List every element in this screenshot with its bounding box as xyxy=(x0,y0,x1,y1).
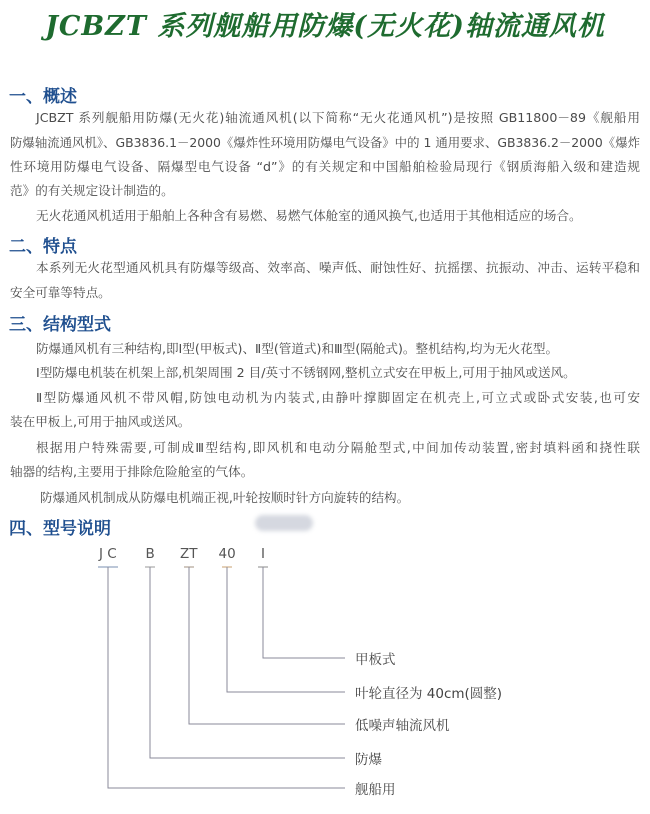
paragraph-line: 范》的有关规定设计制造的。 xyxy=(10,183,174,198)
paragraph-line: 防爆轴流通风机》、GB3836.1－2000《爆炸性环境用防爆电气设备》中的 1 通用要求、GB3836.2－2000《爆炸 xyxy=(10,135,640,150)
paragraph-line: 根据用户特殊需要,可制成Ⅲ型结构,即风机和电动分隔舱型式,中间加传动装置,密封填料函和挠性联 xyxy=(36,440,640,455)
paragraph-line: 安全可靠等特点。 xyxy=(10,285,111,300)
model-meaning: 低噪声轴流风机 xyxy=(355,718,450,734)
code-leader-line xyxy=(189,567,345,724)
section-heading: 四、型号说明 xyxy=(9,519,111,539)
model-code: Ⅰ xyxy=(261,546,265,562)
section-heading: 二、特点 xyxy=(9,237,77,257)
paragraph-line: 轴器的结构,主要用于排除危险舱室的气体。 xyxy=(10,464,254,479)
model-code: 40 xyxy=(218,546,236,562)
model-meaning: 舰船用 xyxy=(355,782,396,798)
paragraph-line: Ⅰ型防爆电机装在机架上部,机架周围 2 目/英寸不锈钢网,整机立式安在甲板上,可用于抽风或送风。 xyxy=(36,365,576,380)
section-heading: 三、结构型式 xyxy=(9,315,111,335)
paragraph-line: 装在甲板上,可用于抽风或送风。 xyxy=(10,414,191,429)
paragraph-line: JCBZT 系列舰船用防爆(无火花)轴流通风机(以下简称“无火花通风机”)是按照 GB11800－89《舰船用 xyxy=(36,110,640,125)
code-leader-line xyxy=(150,567,345,758)
model-meaning: 叶轮直径为 40cm(圆整) xyxy=(355,686,503,702)
paragraph-line: 防爆通风机制成从防爆电机端正视,叶轮按顺时针方向旋转的结构。 xyxy=(40,490,410,505)
paragraph-line: Ⅱ型防爆通风机不带风帽,防蚀电动机为内装式,由静叶撑脚固定在机壳上,可立式或卧式安装,也可安 xyxy=(36,390,640,405)
code-leader-line xyxy=(227,567,345,692)
paragraph-line: 本系列无火花型通风机具有防爆等级高、效率高、噪声低、耐蚀性好、抗摇摆、抗振动、冲击、运转平稳和 xyxy=(36,260,640,275)
model-code: B xyxy=(145,546,155,562)
model-meaning: 防爆 xyxy=(355,752,382,768)
section-heading: 一、概述 xyxy=(9,87,77,107)
model-code: J C xyxy=(99,546,117,562)
paragraph-line: 无火花通风机适用于船舶上各种含有易燃、易燃气体舱室的通风换气,也适用于其他相适应的场合。 xyxy=(36,208,582,223)
paragraph-line: 性环境用防爆电气设备、隔爆型电气设备 “d”》的有关规定和中国船舶检验局现行《钢质海船入级和建造规 xyxy=(10,159,640,174)
code-leader-line xyxy=(263,567,345,658)
paragraph-line: 防爆通风机有三种结构,即Ⅰ型(甲板式)、Ⅱ型(管道式)和Ⅲ型(隔舱式)。整机结构,均为无火花型。 xyxy=(36,341,559,356)
page-title: JCBZT 系列舰船用防爆(无火花)轴流通风机 xyxy=(45,11,605,42)
model-code: ZT xyxy=(180,546,198,562)
model-meaning: 甲板式 xyxy=(355,652,396,668)
